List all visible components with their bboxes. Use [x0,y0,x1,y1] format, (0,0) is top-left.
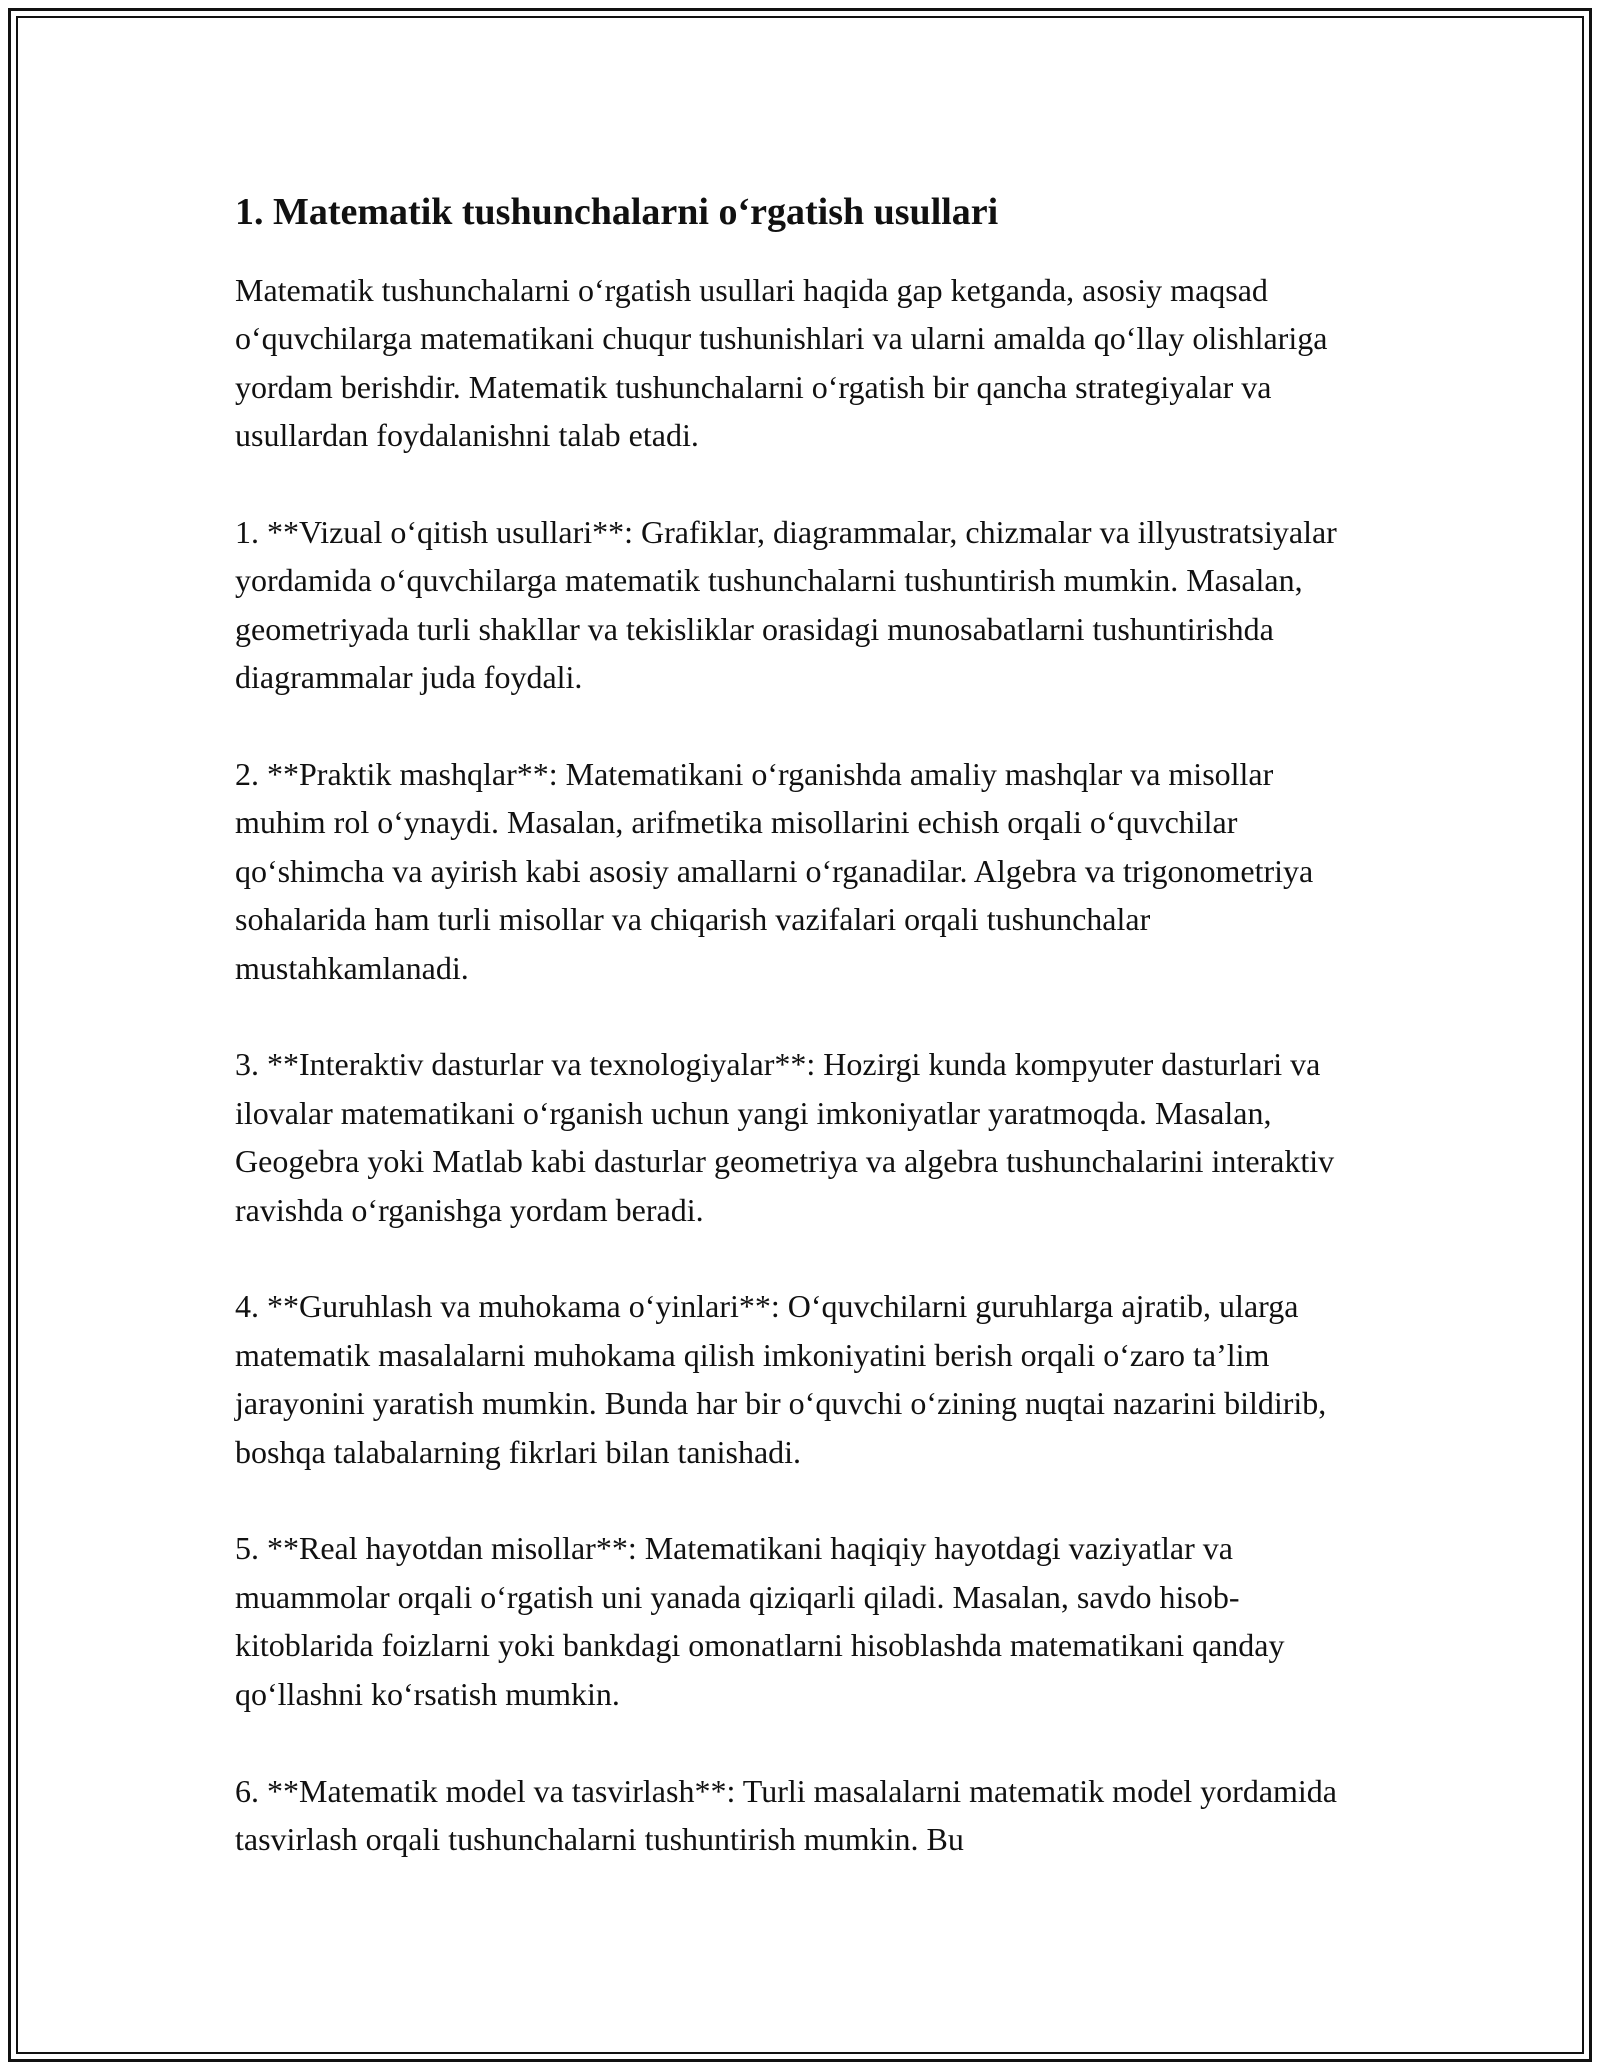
section-heading: 1. Matematik tushunchalarni o‘rgatish usullari [235,191,999,233]
list-item-practical-exercises: 2. **Praktik mashqlar**: Matematikani o‘rganishda amaliy mashqlar va misollar muhim rol o‘ynaydi. Masalan, arifmetika misollarini echish orqali o‘quvchilar qo‘shimcha va ayirish kabi asosiy amallarni o‘rganadilar. Algebra va trigonometriya sohalarida ham turli misollar va chiqarish vazifalari orqali tushunchalar mustahkamlanadi. [235,756,1314,986]
list-item-interactive-software: 3. **Interaktiv dasturlar va texnologiyalar**: Hozirgi kunda kompyuter dasturlari va ilovalar matematikani o‘rganish uchun yangi imkoniyatlar yaratmoqda. Masalan, Geogebra yoki Matlab kabi dasturlar geometriya va algebra tushunchalarini interaktiv ravishda o‘rganishga yordam beradi. [235,1046,1335,1228]
document-body [235,188,1365,1912]
list-item-visual-methods: 1. **Vizual o‘qitish usullari**: Grafiklar, diagrammalar, chizmalar va illyustratsiyalar yordamida o‘quvchilarga matematik tushunchalarni tushuntirish mumkin. Masalan, geometriyada turli shakllar va tekisliklar orasidagi munosabatlarni tushuntirishda diagrammalar juda foydali. [235,514,1337,696]
list-item-real-life-examples: 5. **Real hayotdan misollar**: Matematikani haqiqiy hayotdagi vaziyatlar va muammolar orqali o‘rgatish uni yanada qiziqarli qiladi. Masalan, savdo hisob-kitoblarida foizlarni yoki bankdagi omonatlarni hisoblashda matematikani qanday qo‘llashni ko‘rsatish mumkin. [235,1530,1285,1712]
intro-paragraph: Matematik tushunchalarni o‘rgatish usullari haqida gap ketganda, asosiy maqsad o‘quvchilarga matematikani chuqur tushunishlari va ularni amalda qo‘llay olishlariga yordam berishdir. Matematik tushunchalarni o‘rgatish bir qancha strategiyalar va usullardan foydalanishni talab etadi. [235,272,1328,454]
list-item-math-modeling: 6. **Matematik model va tasvirlash**: Turli masalalarni matematik model yordamida tasvirlash orqali tushunchalarni tushuntirish mumkin. Bu [235,1772,1337,1857]
list-item-group-discussion: 4. **Guruhlash va muhokama o‘yinlari**: O‘quvchilarni guruhlarga ajratib, ularga matematik masalalarni muhokama qilish imkoniyatini berish orqali o‘zaro ta’lim jarayonini yaratish mumkin. Bunda har bir o‘quvchi o‘zining nuqtai nazarini bildirib, boshqa talabalarning fikrlari bilan tanishadi. [235,1288,1327,1470]
